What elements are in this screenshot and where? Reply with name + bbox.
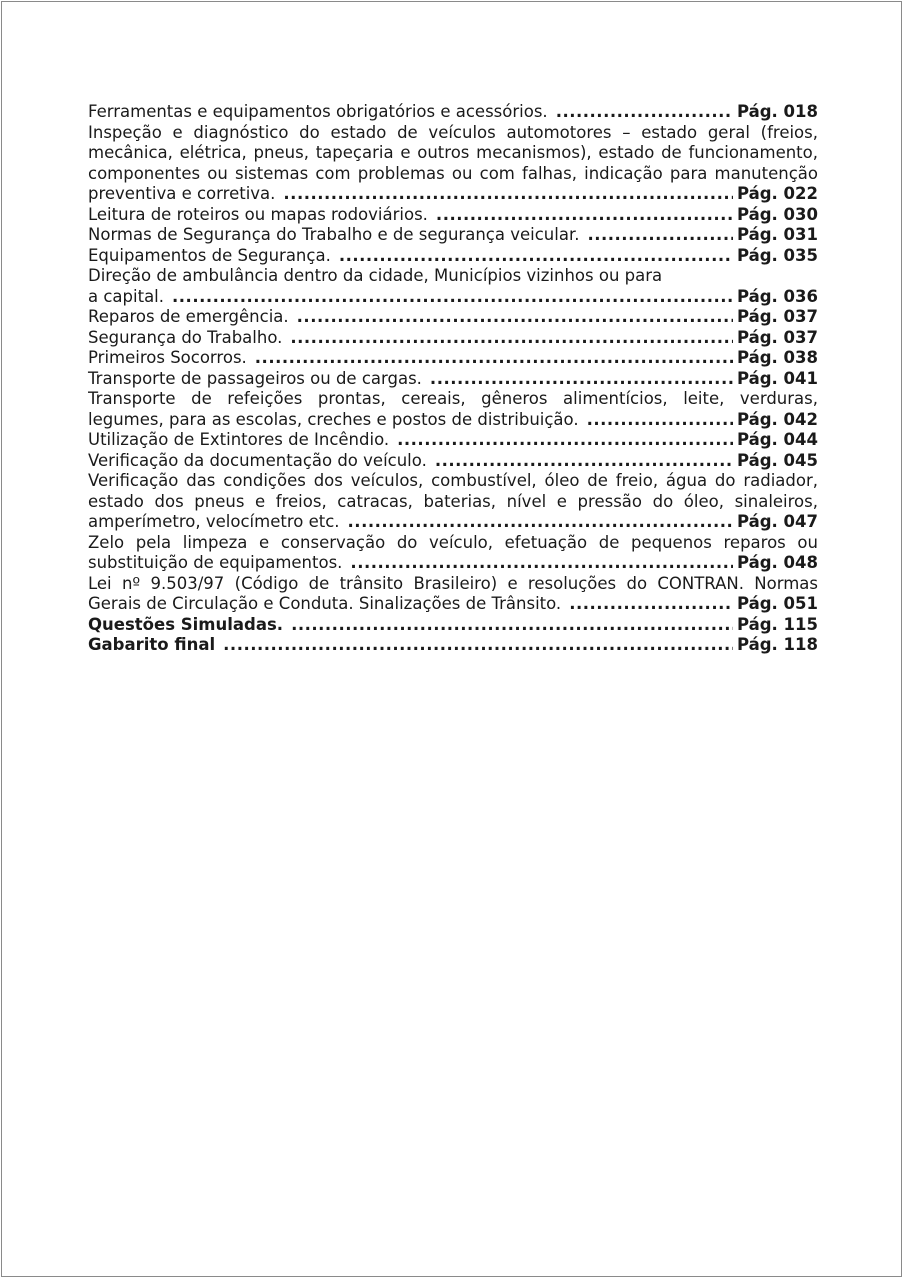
toc-entry-line	[88, 451, 818, 472]
page-number: Pág. 047	[736, 512, 818, 531]
dot-leader	[290, 328, 733, 349]
toc-entry-text: Verificação das condições dos veículos, combustível, óleo de freio, água do radiador,	[88, 471, 818, 490]
toc-entry	[88, 615, 818, 636]
toc-entry-text: Inspeção e diagnóstico do estado de veículos automotores – estado geral (freios,	[88, 122, 818, 142]
toc-entry-line	[88, 635, 818, 656]
toc-entry-line	[88, 184, 818, 205]
dot-leader	[291, 615, 733, 636]
page-number: Pág. 118	[736, 635, 818, 654]
toc-entry-text: Normas de Segurança do Trabalho e de segurança veicular.	[88, 225, 580, 244]
page-number: Pág. 044	[736, 430, 818, 449]
page-number: Pág. 038	[736, 348, 818, 367]
toc-entry-line	[88, 553, 818, 574]
toc-entry-text: componentes ou sistemas com problemas ou com falhas, indicação para manutenção	[88, 163, 818, 183]
toc-entry-text: Zelo pela limpeza e conservação do veículo, efetuação de pequenos reparos ou	[88, 532, 818, 552]
toc-entry-text: Primeiros Socorros.	[88, 348, 247, 367]
dot-leader	[283, 184, 733, 205]
dot-leader	[297, 307, 733, 328]
page-number: Pág. 035	[736, 245, 818, 265]
toc-entry	[88, 123, 818, 205]
toc-entry	[88, 307, 818, 328]
toc-entry-text: Questões Simuladas.	[88, 614, 284, 634]
toc-entry-text: Gerais de Circulação e Conduta. Sinalizações de Trânsito.	[88, 594, 562, 613]
dot-leader	[350, 553, 733, 574]
page-number: Pág. 036	[736, 286, 818, 306]
toc-entry-line	[88, 369, 818, 390]
dot-leader	[223, 635, 733, 656]
toc-entry-text: Equipamentos de Segurança.	[88, 245, 331, 265]
toc-entry	[88, 348, 818, 369]
table-of-contents	[88, 102, 818, 656]
toc-entry	[88, 246, 818, 267]
toc-entry-text: Verificação da documentação do veículo.	[88, 450, 427, 470]
page-number: Pág. 041	[736, 368, 818, 388]
dot-leader	[255, 348, 733, 369]
toc-entry-text: Gabarito final	[88, 635, 216, 654]
toc-entry-text: Direção de ambulância dentro da cidade, Municípios vizinhos ou para	[88, 266, 663, 285]
toc-entry	[88, 389, 818, 430]
dot-leader	[587, 410, 733, 431]
toc-entry-text: Utilização de Extintores de Incêndio.	[88, 430, 390, 449]
page-number: Pág. 031	[736, 225, 818, 244]
page-number: Pág. 051	[736, 594, 818, 613]
toc-entry	[88, 533, 818, 574]
toc-entry	[88, 451, 818, 472]
toc-entry-line	[88, 615, 818, 636]
dot-leader	[348, 512, 733, 533]
page-number: Pág. 045	[736, 450, 818, 470]
toc-entry-line	[88, 512, 818, 533]
toc-entry-line	[88, 594, 818, 615]
dot-leader	[339, 246, 733, 267]
toc-entry-text: amperímetro, velocímetro etc.	[88, 512, 340, 531]
toc-entry	[88, 369, 818, 390]
toc-entry-text: preventiva e corretiva.	[88, 184, 276, 203]
page-number: Pág. 018	[736, 102, 818, 121]
dot-leader	[569, 594, 733, 615]
toc-entry-line	[88, 205, 818, 226]
toc-entry-text: legumes, para as escolas, creches e postos de distribuição.	[88, 409, 579, 429]
toc-entry-line	[88, 225, 818, 246]
dot-leader	[430, 369, 733, 390]
toc-entry-text: Transporte de refeições prontas, cereais, gêneros alimentícios, leite, verduras,	[88, 389, 818, 408]
toc-entry	[88, 430, 818, 451]
toc-entry-line	[88, 328, 818, 349]
toc-entry-text: Reparos de emergência.	[88, 307, 289, 326]
toc-entry	[88, 266, 818, 307]
toc-entry-line	[88, 102, 818, 123]
dot-leader	[587, 225, 732, 246]
page-number: Pág. 048	[736, 553, 818, 572]
dot-leader	[435, 451, 733, 472]
toc-entry	[88, 205, 818, 226]
toc-entry-line	[88, 246, 818, 267]
toc-entry	[88, 471, 818, 533]
page-number: Pág. 042	[736, 409, 818, 429]
page-number: Pág. 115	[736, 614, 818, 634]
toc-entry-text: a capital.	[88, 286, 165, 306]
toc-entry-text: substituição de equipamentos.	[88, 553, 343, 572]
toc-entry-text: estado dos pneus e freios, catracas, baterias, nível e pressão do óleo, sinaleiros,	[88, 491, 818, 511]
dot-leader	[397, 430, 733, 451]
page-number: Pág. 022	[736, 184, 818, 203]
dot-leader	[556, 102, 733, 123]
toc-entry-line	[88, 287, 818, 308]
page-number: Pág. 030	[736, 204, 818, 224]
toc-entry	[88, 574, 818, 615]
toc-entry-text: Ferramentas e equipamentos obrigatórios e acessórios.	[88, 102, 548, 121]
toc-entry-line	[88, 410, 818, 431]
document-page	[1, 1, 902, 1277]
dot-leader	[172, 287, 733, 308]
toc-entry	[88, 225, 818, 246]
toc-entry-text: Leitura de roteiros ou mapas rodoviários.	[88, 204, 428, 224]
toc-entry	[88, 328, 818, 349]
toc-entry	[88, 102, 818, 123]
toc-entry-text: Segurança do Trabalho.	[88, 327, 283, 347]
dot-leader	[436, 205, 733, 226]
page-number: Pág. 037	[736, 327, 818, 347]
toc-entry-line	[88, 430, 818, 451]
page-number: Pág. 037	[736, 307, 818, 326]
toc-entry-text: mecânica, elétrica, pneus, tapeçaria e outros mecanismos), estado de funcionamento,	[88, 143, 818, 162]
toc-entry-text: Lei nº 9.503/97 (Código de trânsito Brasileiro) e resoluções do CONTRAN. Normas	[88, 573, 818, 593]
toc-entry-line	[88, 307, 818, 328]
toc-entry	[88, 635, 818, 656]
toc-entry-line	[88, 348, 818, 369]
toc-entry-text: Transporte de passageiros ou de cargas.	[88, 368, 422, 388]
